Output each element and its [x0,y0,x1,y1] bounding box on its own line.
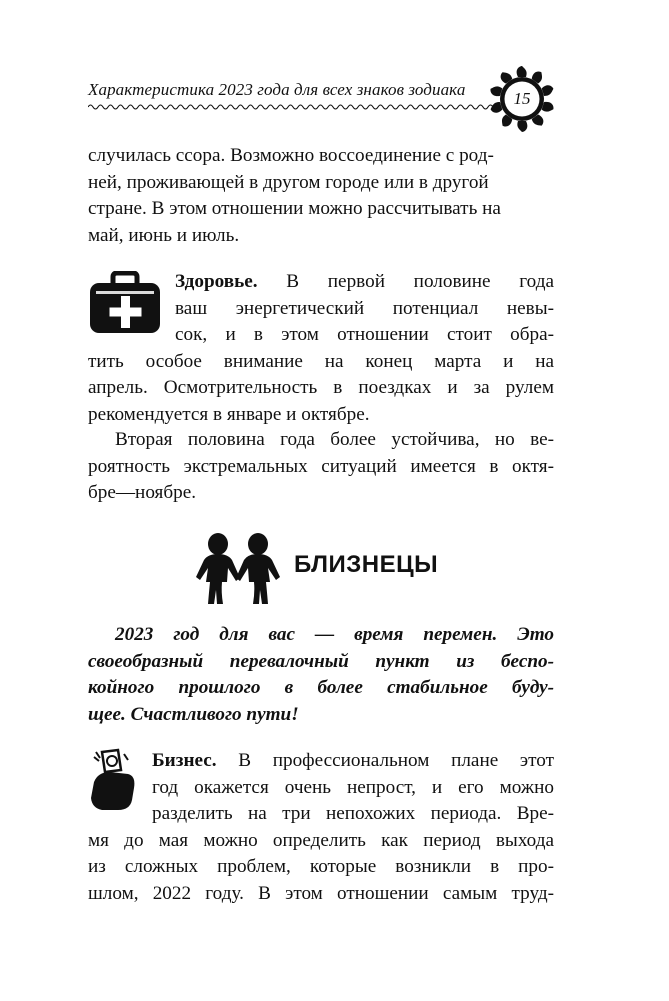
text-line: мя до мая можно определить как период выхода [88,829,554,851]
text-line: роятность экстремальных ситуаций имеется в октя- [88,455,554,477]
text-line: сок, и в этом отношении стоит обра- [175,324,554,345]
text-line: случилась ссора. Возможно воссоединение с род- [88,145,494,166]
running-header-title: Характеристика 2023 года для всех знаков зодиака [88,80,466,99]
sign-heading [196,530,438,610]
fist-with-money-icon [88,748,140,812]
business-section [88,748,554,907]
header-wavy-rule [88,102,498,112]
text-line: ней, проживающей в другом городе или в другой [88,171,489,193]
text-line: шлом, 2022 году. В этом отношении самым труд- [88,882,554,904]
text-line: В профессиональном плане этот [238,750,554,771]
text-line: апрель. Осмотрительность в поездках и за рулем [88,377,554,398]
sign-title: БЛИЗНЕЦЫ [294,551,439,578]
text-line: бре—ноябре. [88,482,197,503]
text-line: щее. Счастливого пути! [88,703,299,725]
text-line: 2023 год для вас — время перемен. Это [115,624,554,645]
text-line: койного прошлого в более стабильное буду- [88,677,554,698]
text-line: стране. В этом отношении можно рассчитывать на [88,198,501,219]
medkit-icon [88,271,162,337]
text-line: своеобразный перевалочный пункт из беспо- [88,650,554,672]
paragraph-second-half [88,427,554,507]
text-line: Вторая половина года более устойчива, но ве- [115,429,554,450]
paragraph-family [88,143,554,249]
text-line: май, июнь и июль. [88,224,240,246]
health-section [88,269,554,428]
sign-intro [88,622,554,728]
text-line: рекомендуется в январе и октябре. [88,403,370,425]
text-line: В первой половине года [286,271,554,292]
business-heading: Бизнес. [152,750,217,771]
gemini-twins-icon [196,532,280,608]
health-heading: Здоровье. [175,271,258,292]
text-line: год окажется очень непрост, и его можно [152,776,554,798]
text-line: из сложных проблем, которые возникли в про- [88,856,554,877]
running-header [88,74,558,124]
text-line: ваш энергетический потенциал невы- [175,297,554,319]
page-number: 15 [513,89,531,108]
text-line: разделить на три непохожих периода. Вре- [152,803,554,824]
text-line: тить особое внимание на конец марта и на [88,350,554,372]
